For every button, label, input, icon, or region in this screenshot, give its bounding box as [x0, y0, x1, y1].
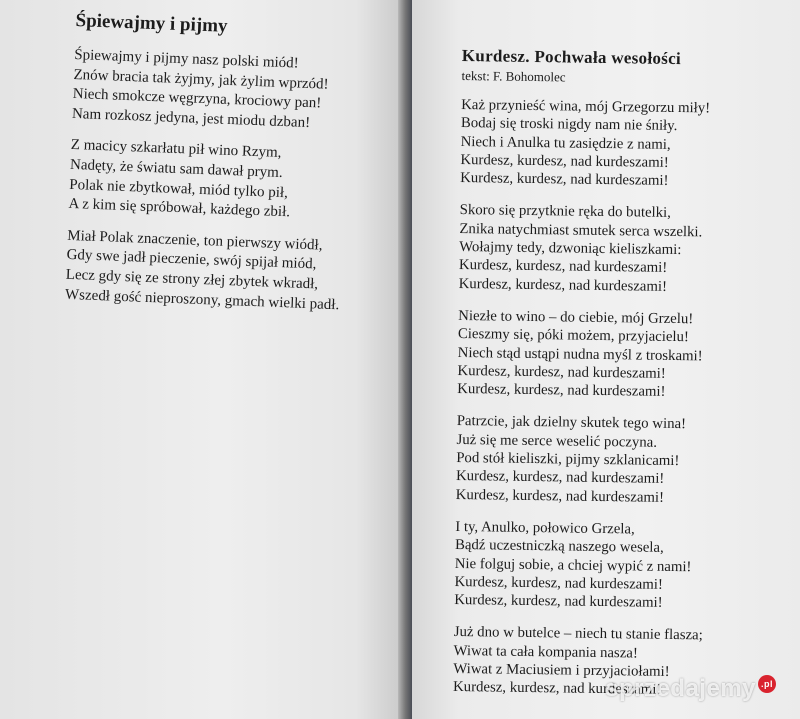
- verse-line: Kurdesz, kurdesz, nad kurdeszami!: [455, 486, 665, 506]
- verse-line: Każ przynieść wina, mój Grzegorzu miły!: [461, 96, 711, 117]
- verse-line: Pod stół kieliszki, pijmy szklanicami!: [456, 450, 680, 470]
- verse-line: Wiwat ta cała kompania nasza!: [453, 642, 638, 662]
- verse-line: Znika natychmiast smutek serca wszelki.: [459, 220, 703, 241]
- verse-line: Kurdesz, kurdesz, nad kurdeszami!: [458, 257, 668, 277]
- verse-line: Bodaj się troski nigdy nam nie śniły.: [460, 115, 678, 135]
- right-poem-title: Kurdesz. Pochwała wesołości: [461, 46, 682, 69]
- right-poem: [453, 46, 762, 715]
- verse-line: Nadęty, że światu sam dawał prym.: [69, 156, 283, 182]
- verse-line: Kurdesz, kurdesz, nad kurdeszami!: [457, 381, 666, 401]
- watermark-logo: [605, 675, 776, 703]
- verse-line: Niech i Anulka tu zasiędzie z nami,: [460, 133, 671, 153]
- verse-line: Kurdesz, kurdesz, nad kurdeszami!: [457, 362, 666, 382]
- verse-line: Kurdesz, kurdesz, nad kurdeszami!: [454, 573, 663, 593]
- verse-line: Gdy swe jadł pieczenie, swój spijał miód,: [66, 247, 317, 273]
- stanza: [454, 518, 755, 614]
- verse-line: Wołajmy tedy, dzwoniąc kieliszkami:: [459, 239, 682, 259]
- verse-line: Nam rozkosz jedyna, jest miodu dzban!: [71, 105, 311, 131]
- verse-line: Niezłe to wino – do ciebie, mój Grzelu!: [458, 307, 694, 328]
- left-stanzas: [65, 46, 375, 316]
- verse-line: Już się me serce weselić poczyna.: [456, 431, 658, 451]
- verse-line: Z macicy szkarłatu pił wino Rzym,: [70, 137, 282, 162]
- stanza: [65, 227, 368, 317]
- verse-line: Lecz gdy się ze strony złej zbytek wkradł,: [65, 266, 319, 293]
- left-poem: [64, 10, 376, 328]
- verse-line: Kurdesz, kurdesz, nad kurdeszami!: [460, 151, 669, 171]
- stanza: [68, 136, 371, 226]
- verse-line: Kurdesz, kurdesz, nad kurdeszami!: [454, 592, 663, 611]
- stanza: [456, 412, 757, 508]
- verse-line: Kurdesz, kurdesz, nad kurdeszami!: [455, 468, 665, 488]
- verse-line: Wszedł gość nieproszony, gmach wielki padł.: [64, 286, 340, 313]
- verse-line: Bądź uczestniczką naszego wesela,: [454, 537, 664, 557]
- verse-line: A z kim się spróbował, każdego zbił.: [68, 196, 291, 221]
- stanza: [72, 46, 375, 136]
- verse-line: Miał Polak znaczenie, ton pierwszy wiódł,: [67, 227, 323, 254]
- verse-line: Kurdesz, kurdesz, nad kurdeszami!: [458, 275, 668, 295]
- stanza: [460, 96, 761, 192]
- stanza: [459, 201, 760, 297]
- right-stanzas: [453, 96, 761, 701]
- verse-line: Kurdesz, kurdesz, nad kurdeszami!: [460, 170, 669, 190]
- verse-line: Skoro się przytknie ręka do butelki,: [459, 202, 672, 222]
- verse-line: Polak nie zbytkował, miód tylko pił,: [68, 176, 289, 201]
- stanza: [457, 307, 758, 403]
- watermark-text: sprzedajemy: [605, 675, 756, 702]
- verse-line: Niech stąd ustąpi nudna myśl z troskami!: [457, 344, 703, 364]
- left-poem-title: Śpiewajmy i pijmy: [75, 10, 228, 37]
- verse-line: Niech smokcze węgrzyna, krociowy pan!: [72, 86, 322, 112]
- verse-line: Nie folguj sobie, a chciej wypić z nami!: [454, 555, 692, 575]
- verse-line: Wiwat z Maciusiem i przyjaciołami!: [453, 660, 670, 680]
- verse-line: Patrzcie, jak dzielny skutek tego wina!: [456, 413, 687, 433]
- verse-line: Już dno w butelce – niech tu stanie flasza;: [453, 624, 703, 644]
- verse-line: Śpiewajmy i pijmy nasz polski miód!: [73, 46, 299, 72]
- verse-line: Kurdesz, kurdesz, nad kurdeszami!: [452, 679, 662, 699]
- verse-line: Znów bracia tak żyjmy, jak żylim wprzód!: [73, 66, 329, 93]
- verse-line: I ty, Anulko, połowico Grzela,: [455, 518, 635, 538]
- watermark-badge: .pl: [758, 675, 776, 693]
- verse-line: Cieszmy się, póki możem, przyjacielu!: [457, 326, 690, 346]
- right-poem-byline: tekst: F. Bohomolec: [461, 67, 566, 85]
